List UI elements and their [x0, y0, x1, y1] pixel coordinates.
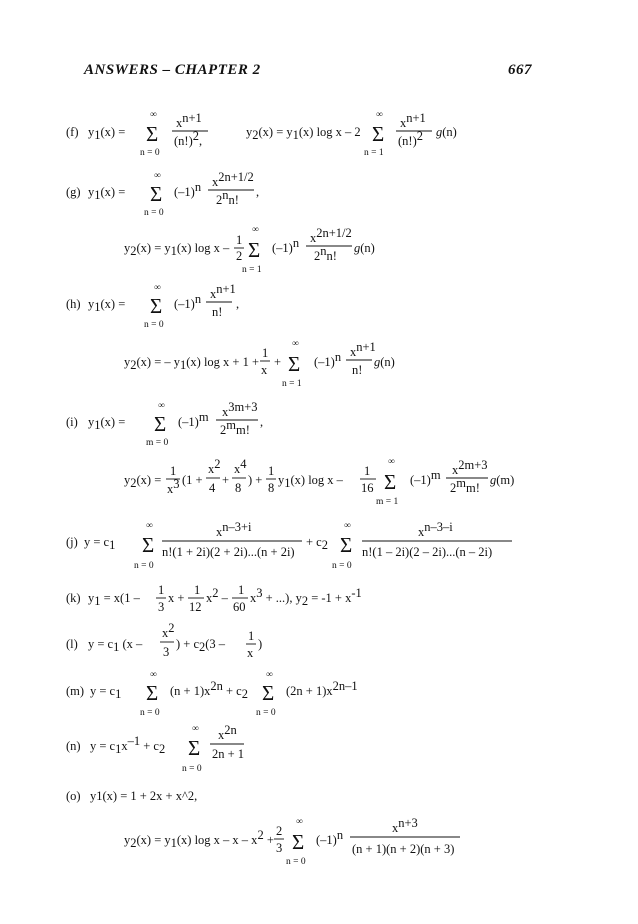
formula-g1: [66, 170, 586, 220]
formula-m-sum1-bottom: n = 0: [140, 708, 160, 718]
formula-j-mid: + c2: [306, 535, 328, 552]
formula-g1-num: x2n+1/2: [212, 170, 254, 189]
formula-h2-num: xn+1: [350, 340, 376, 359]
formula-h1-den: n!: [212, 305, 223, 319]
formula-i2-b-den: 8: [235, 481, 242, 495]
formula-i1-sum-top: ∞: [158, 401, 165, 411]
formula-f2-sum-bottom: n = 1: [364, 148, 384, 158]
answer-label-o: (o): [66, 789, 81, 803]
answer-i-2: [104, 452, 624, 510]
answer-label-f: (f): [66, 125, 79, 139]
formula-l-a-num: x2: [162, 621, 175, 640]
formula-g1-comma: ,: [256, 185, 260, 199]
formula-h2-sign: (–1)n: [314, 350, 342, 369]
formula-f: [66, 105, 586, 165]
formula-i2-sum-top: ∞: [388, 457, 395, 467]
formula-g1-lhs: y1(x) =: [88, 185, 126, 202]
formula-k: [66, 580, 586, 622]
formula-i2-f-num: 1: [364, 464, 371, 478]
formula-m-sigma2: Σ: [262, 681, 275, 705]
formula-i2-sum-bottom: m = 1: [376, 497, 399, 507]
formula-g2-sum-bottom: n = 1: [242, 265, 262, 275]
formula-g2-lhs: y2(x) = y1(x) log x –: [124, 241, 230, 258]
formula-h1-lhs: y1(x) =: [88, 297, 126, 314]
formula-i1-sum-bottom: m = 0: [146, 438, 169, 448]
formula-h2-den: n!: [352, 363, 363, 377]
formula-n-sum-bottom: n = 0: [182, 764, 202, 774]
answer-label-h: (h): [66, 297, 81, 311]
formula-o2: [104, 812, 624, 874]
formula-i2-den: 2mm!: [450, 476, 480, 495]
formula-k-b-num: 1: [194, 583, 201, 597]
formula-j-sigma2: Σ: [340, 533, 353, 557]
formula-g2-sigma: Σ: [248, 238, 261, 262]
answer-j: [66, 518, 586, 576]
formula-j-sum2-bottom: n = 0: [332, 561, 352, 571]
formula-g1-sum-bottom: n = 0: [144, 208, 164, 218]
formula-l: [66, 622, 586, 666]
formula-g1-den: 2nn!: [216, 188, 239, 207]
formula-j-sigma1: Σ: [142, 533, 155, 557]
answer-m: [66, 670, 586, 720]
formula-o2-c-den: 3: [276, 841, 283, 855]
formula-i1-den: 2mm!: [220, 418, 250, 437]
formula-f2-sigma: Σ: [372, 122, 385, 146]
formula-k-rest: x3 + ...), y2 = -1 + x-1: [250, 586, 362, 608]
formula-m-sigma1: Σ: [146, 681, 159, 705]
formula-j: [66, 518, 586, 576]
formula-n-den: 2n + 1: [212, 747, 245, 761]
formula-f-den: (n!)2,: [174, 129, 203, 148]
formula-m-sum2-bottom: n = 0: [256, 708, 276, 718]
answer-k: [66, 580, 586, 622]
formula-i2-a-den: 4: [209, 481, 216, 495]
formula-i1-sign: (–1)m: [178, 410, 209, 429]
formula-j-sum1-top: ∞: [146, 521, 153, 531]
formula-h1-sign: (–1)n: [174, 292, 202, 311]
formula-i2-c-num: 1: [170, 464, 177, 478]
answer-label-l: (l): [66, 637, 78, 651]
formula-n-num: x2n: [218, 723, 237, 742]
answer-g: [66, 170, 586, 220]
formula-g2-sum-top: ∞: [252, 225, 259, 235]
formula-i2: [104, 452, 624, 510]
formula-l-close: ): [258, 637, 263, 651]
formula-f-sum-bottom: n = 0: [140, 148, 160, 158]
formula-m-lhs: y = c1: [90, 684, 122, 701]
formula-o2-den: (n + 1)(n + 2)(n + 3): [352, 842, 455, 856]
formula-g1-sign: (–1)n: [174, 180, 202, 199]
formula-g2-num: x2n+1/2: [310, 226, 352, 245]
formula-h1-comma: ,: [236, 297, 240, 311]
formula-n-sigma: Σ: [188, 736, 201, 760]
formula-i2-paren-close: ) +: [248, 473, 263, 487]
formula-h1-sigma: Σ: [150, 294, 163, 318]
formula-k-b-den: 12: [189, 600, 202, 614]
formula-g2-half-num: 1: [236, 233, 243, 247]
answer-label-m: (m): [66, 684, 85, 698]
formula-f2-num: xn+1: [400, 111, 426, 130]
formula-i2-log: y1(x) log x –: [278, 473, 343, 490]
formula-o1-text: y1(x) = 1 + 2x + x^2,: [90, 789, 198, 803]
formula-k-a-den: 3: [158, 600, 165, 614]
answer-g-2: [104, 222, 624, 277]
formula-g2-g: g(n): [354, 241, 375, 255]
formula-i2-g: g(m): [490, 473, 515, 487]
formula-i1-sigma: Σ: [154, 412, 167, 436]
answer-n: [66, 722, 586, 776]
answer-o-2: [104, 812, 624, 874]
formula-k-x2: x2 –: [206, 586, 228, 605]
formula-i2-paren-open: (1 +: [182, 473, 203, 487]
formula-k-x: x +: [168, 591, 185, 605]
formula-h2-inv-den: x: [261, 363, 268, 377]
formula-n-lhs: y = c1x–1 + c2: [90, 734, 166, 756]
formula-i2-sigma: Σ: [384, 470, 397, 494]
formula-h2-inv-num: 1: [262, 346, 269, 360]
formula-n: [66, 722, 586, 776]
formula-i2-f-den: 16: [361, 481, 374, 495]
formula-g2-sign: (–1)n: [272, 236, 300, 255]
formula-g2: [104, 222, 624, 277]
formula-f-sum-top: ∞: [150, 110, 157, 120]
formula-l-a-den: 3: [163, 645, 170, 659]
formula-l-b-den: x: [247, 646, 254, 660]
formula-h2-plus: +: [274, 355, 282, 369]
formula-j-sum2-top: ∞: [344, 521, 351, 531]
formula-o1: [66, 782, 586, 810]
formula-i2-a-num: x2: [208, 457, 221, 476]
formula-i1-lhs: y1(x) =: [88, 415, 126, 432]
formula-i2-sign: (–1)m: [410, 468, 441, 487]
formula-g2-den: 2nn!: [314, 244, 337, 263]
formula-f-sigma: Σ: [146, 122, 159, 146]
formula-i1-num: x3m+3: [222, 400, 258, 419]
formula-h2-sum-bottom: n = 1: [282, 379, 302, 389]
formula-i2-b-num: x4: [234, 457, 247, 476]
formula-o2-num: xn+3: [392, 816, 418, 835]
running-header: ANSWERS – CHAPTER 2: [84, 62, 261, 78]
formula-m-term2: (2n + 1)x2n–1: [286, 679, 358, 698]
formula-l-mid: ) + c2(3 –: [176, 637, 226, 654]
formula-h2-lhs: y2(x) = – y1(x) log x + 1 +: [124, 355, 260, 372]
formula-m-sum1-top: ∞: [150, 670, 157, 680]
formula-i2-c-den: x3: [167, 477, 180, 496]
formula-i2-plus: +: [222, 473, 230, 487]
formula-o2-lhs: y2(x) = y1(x) log x – x – x2 +: [124, 828, 274, 850]
formula-k-c-num: 1: [238, 583, 245, 597]
page-number: 667: [508, 62, 532, 78]
formula-o2-sum-bottom: n = 0: [286, 857, 306, 867]
formula-j-lhs: y = c1: [84, 535, 116, 552]
formula-f-num: xn+1: [176, 111, 202, 130]
formula-h1-sum-top: ∞: [154, 283, 161, 293]
formula-n-sum-top: ∞: [192, 724, 199, 734]
formula-f2-sum-top: ∞: [376, 110, 383, 120]
formula-g1-sigma: Σ: [150, 182, 163, 206]
answer-f: [66, 105, 586, 165]
formula-f2-lhs: y2(x) = y1(x) log x – 2: [246, 125, 361, 142]
formula-l-b-num: 1: [248, 629, 255, 643]
answer-label-j: (j): [66, 535, 78, 549]
formula-h1-sum-bottom: n = 0: [144, 320, 164, 330]
formula-j-sum1-bottom: n = 0: [134, 561, 154, 571]
formula-o2-sigma: Σ: [292, 830, 305, 854]
formula-g2-half-den: 2: [236, 249, 243, 263]
formula-o2-sign: (–1)n: [316, 828, 344, 847]
formula-j-den2: n!(1 – 2i)(2 – 2i)...(n – 2i): [362, 545, 493, 559]
formula-o2-c-num: 2: [276, 824, 283, 838]
answer-o: [66, 782, 586, 810]
formula-h1: [66, 280, 586, 332]
formula-k-c-den: 60: [233, 600, 246, 614]
formula-h2-sum-top: ∞: [292, 339, 299, 349]
formula-m-sum2-top: ∞: [266, 670, 273, 680]
answer-h: [66, 280, 586, 332]
formula-f2-den: (n!)2: [398, 129, 423, 148]
formula-k-lhs: y1 = x(1 –: [88, 591, 140, 608]
formula-i2-e-num: 1: [268, 464, 275, 478]
answer-label-g: (g): [66, 185, 81, 199]
formula-i2-num: x2m+3: [452, 458, 488, 477]
formula-m: [66, 670, 586, 720]
formula-k-a-num: 1: [158, 583, 165, 597]
answer-label-i: (i): [66, 415, 78, 429]
formula-h2-sigma: Σ: [288, 352, 301, 376]
formula-j-num1: xn–3+i: [216, 520, 252, 539]
formula-f-lhs: y1(x) =: [88, 125, 126, 142]
formula-m-term1: (n + 1)x2n + c2: [170, 679, 248, 701]
answer-label-k: (k): [66, 591, 81, 605]
formula-f2-g: g(n): [436, 125, 457, 139]
formula-j-den1: n!(1 + 2i)(2 + 2i)...(n + 2i): [162, 545, 295, 559]
formula-i2-lhs: y2(x) =: [124, 473, 162, 490]
formula-j-num2: xn–3–i: [418, 520, 453, 539]
answer-i: [66, 398, 586, 450]
formula-h1-num: xn+1: [210, 282, 236, 301]
formula-l-lhs: y = c1 (x –: [88, 637, 143, 654]
formula-h2: [104, 334, 624, 389]
formula-i2-e-den: 8: [268, 481, 275, 495]
answer-label-n: (n): [66, 739, 81, 753]
answer-l: [66, 622, 586, 666]
formula-g1-sum-top: ∞: [154, 171, 161, 181]
formula-h2-g: g(n): [374, 355, 395, 369]
formula-i1: [66, 398, 586, 450]
formula-i1-comma: ,: [260, 415, 264, 429]
formula-o2-sum-top: ∞: [296, 817, 303, 827]
answer-h-2: [104, 334, 624, 389]
